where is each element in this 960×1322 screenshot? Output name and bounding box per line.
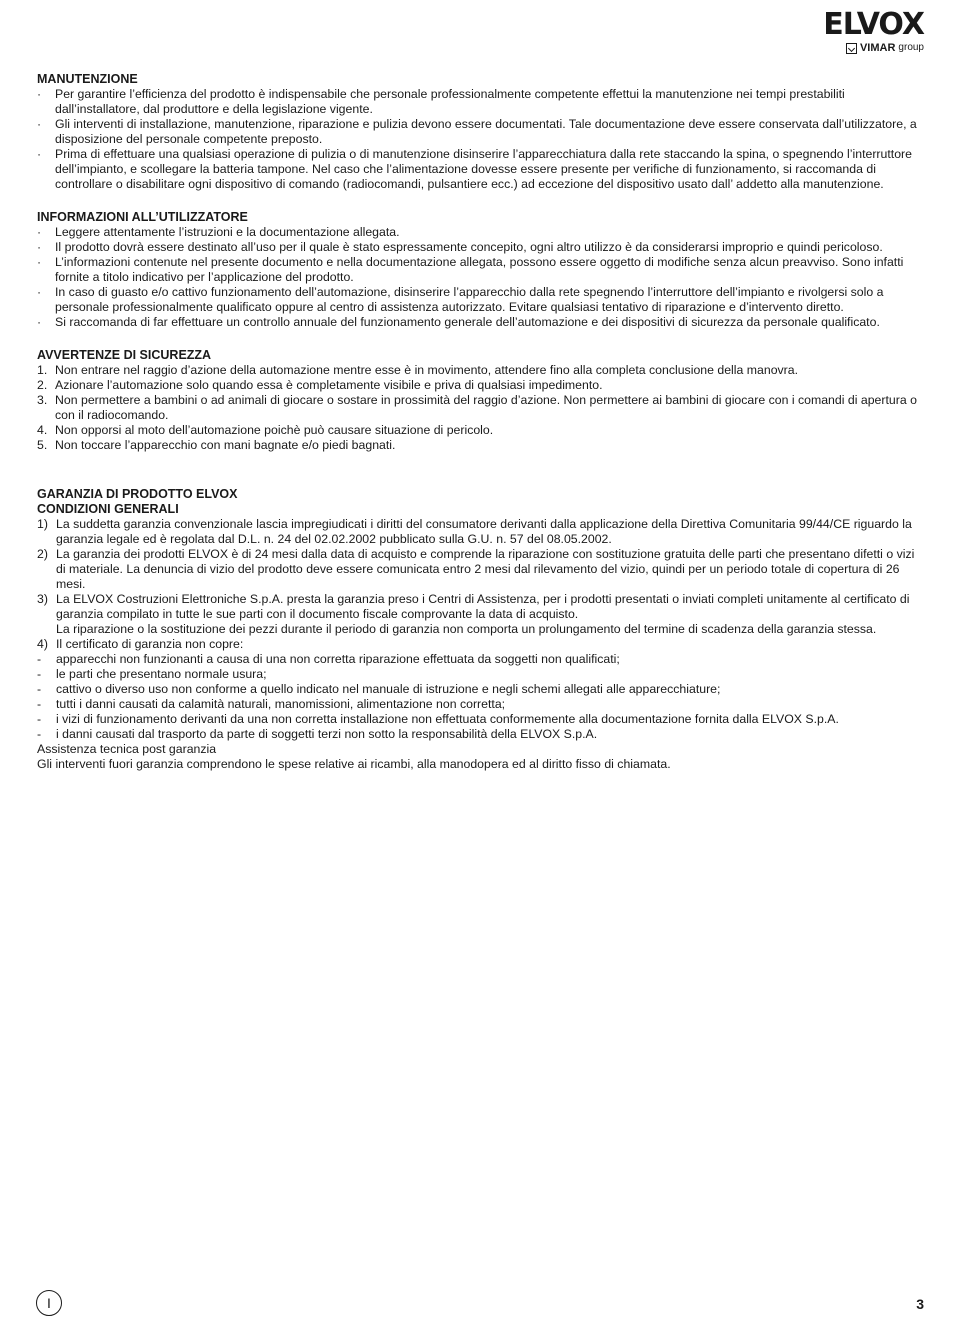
- list-item: [37, 363, 925, 378]
- item-number: 3.: [37, 393, 48, 407]
- list-item: [37, 438, 925, 453]
- exclusions-list: [37, 652, 925, 742]
- list-item: - apparecchi non funzionanti a causa di una non corretta riparazione effettuata da soggetti non qualificati;: [37, 652, 925, 667]
- list-item: - le parti che presentano normale usura;: [37, 667, 925, 682]
- list-item: - i danni causati dal trasporto da parte di soggetti terzi non sotto la responsabilità della ELVOX S.p.A.: [37, 727, 925, 742]
- list-item: - i vizi di funzionamento derivanti da una non corretta installazione non effettuata conformemente alla documentazione fornita dalla ELVOX S.p.A.: [37, 712, 925, 727]
- item-text: Non entrare nel raggio d’azione della automazione mentre esse è in movimento, attendere fino alla completa conclusione della manovra.: [55, 363, 799, 377]
- item-number: 2): [37, 547, 48, 561]
- list-item: [37, 517, 925, 547]
- vimar-logo-icon: [846, 43, 857, 54]
- bullet-list: [37, 87, 925, 192]
- item-number: 4.: [37, 423, 48, 437]
- item-number: 1.: [37, 363, 48, 377]
- page-number: 3: [916, 1296, 924, 1312]
- list-item: [37, 423, 925, 438]
- vimar-brand: VIMAR: [859, 42, 896, 54]
- item-text: La garanzia dei prodotti ELVOX è di 24 mesi dalla data di acquisto e comprende la riparazione con sostituzione gratuita delle parti che presentano difetti o vizi di materiale. La denuncia di vizio del prodotto deve essere comunicata entro 2 mesi dal rilevamento del vizio, quindi per un periodo totale di copertura di 26 mesi.: [56, 547, 915, 591]
- list-item: · Leggere attentamente l’istruzioni e la documentazione allegata.: [37, 225, 925, 240]
- section-subtitle: CONDIZIONI GENERALI: [37, 502, 179, 516]
- language-badge: I: [36, 1290, 62, 1316]
- post-warranty-text: Gli interventi fuori garanzia comprendono le spese relative ai ricambi, alla manodopera ed al diritto fisso di chiamata.: [37, 757, 671, 771]
- section-avvertenze: [37, 348, 925, 453]
- list-item: · Il prodotto dovrà essere destinato all’uso per il quale è stato espressamente concepito, ogni altro utilizzo è da considerarsi improprio e quindi pericoloso.: [37, 240, 925, 255]
- section-garanzia: [37, 487, 925, 772]
- list-item: [37, 637, 925, 652]
- list-item: [37, 547, 925, 592]
- section-title: INFORMAZIONI ALL’UTILIZZATORE: [37, 210, 248, 224]
- item-number: 2.: [37, 378, 48, 392]
- list-item: [37, 393, 925, 423]
- section-title: GARANZIA DI PRODOTTO ELVOX: [37, 487, 238, 501]
- section-title: MANUTENZIONE: [37, 72, 138, 86]
- list-item: - tutti i danni causati da calamità naturali, manomissioni, alimentazione non corretta;: [37, 697, 925, 712]
- list-item: · Per garantire l’efficienza del prodotto è indispensabile che personale professionalmente competente effettui la manutenzione nei tempi prestabiliti dall’installatore, dal produttore e della legislazione vigente.: [37, 87, 925, 117]
- item-text: Il certificato di garanzia non copre:: [56, 637, 244, 651]
- bullet-list: [37, 225, 925, 330]
- post-warranty-title: Assistenza tecnica post garanzia: [37, 742, 217, 756]
- group-label: group: [898, 42, 924, 53]
- logo-wordmark: ELVOX: [823, 7, 924, 42]
- item-text: Non permettere a bambini o ad animali di giocare o sostare in prossimità del raggio d’azione. Non permettere ai bambini di giocare con i comandi di apertura o con il radiocomando.: [55, 393, 917, 422]
- list-item: · Prima di effettuare una qualsiasi operazione di pulizia o di manutenzione disinserire l’apparecchiatura dalla rete staccando la spina, o spegnendo l’interruttore dell’impianto, e scollegare la batteria tampone. Nel caso che l’alimentazione dovesse essere presente per verifiche di funzionamento, si raccomanda di controllare o disabilitare ogni dispositivo di comando (radiocomandi, pulsantiere ecc.) ad eccezione del dispositivo usato dall’ addetto alla manutenzione.: [37, 147, 925, 192]
- list-item: · In caso di guasto e/o cattivo funzionamento dell’automazione, disinserire l’apparecchio dalla rete spegnendo l’interruttore dell’impianto e rivolgersi solo a personale professionalmente qualificato oppure al centro di assistenza autorizzato. Evitare qualsiasi tentativo di riparazione e d’intervento diretto.: [37, 285, 925, 315]
- list-item: · Gli interventi di installazione, manutenzione, riparazione e pulizia devono essere documentati. Tale documentazione deve essere conservata dall’utilizzatore, a disposizione del personale competente preposto.: [37, 117, 925, 147]
- item-text: La riparazione o la sostituzione dei pezzi durante il periodo di garanzia non comporta un prolungamento del termine di scadenza della garanzia stessa.: [56, 622, 877, 636]
- list-item: [37, 592, 925, 637]
- list-item: - cattivo o diverso uso non conforme a quello indicato nel manuale di istruzione e negli schemi allegati alle apparecchiature;: [37, 682, 925, 697]
- section-manutenzione: [37, 72, 925, 192]
- vimar-group-tag: [846, 42, 924, 54]
- item-text: Azionare l’automazione solo quando essa è completamente visibile e priva di qualsiasi impedimento.: [55, 378, 603, 392]
- main-content: [37, 72, 925, 772]
- item-text: Non opporsi al moto dell’automazione poichè può causare situazione di pericolo.: [55, 423, 494, 437]
- elvox-logo: [812, 7, 924, 56]
- list-item: · Si raccomanda di far effettuare un controllo annuale del funzionamento generale dell’automazione e dei dispositivi di sicurezza da personale qualificato.: [37, 315, 925, 330]
- section-title: AVVERTENZE DI SICUREZZA: [37, 348, 212, 362]
- list-item: [37, 378, 925, 393]
- item-number: 5.: [37, 438, 48, 452]
- numbered-list: [37, 517, 925, 652]
- item-text: Non toccare l’apparecchio con mani bagnate e/o piedi bagnati.: [55, 438, 396, 452]
- item-number: 4): [37, 637, 48, 651]
- numbered-list: [37, 363, 925, 453]
- item-text: La suddetta garanzia convenzionale lascia impregiudicati i diritti del consumatore derivanti dalla applicazione della Direttiva Comunitaria 99/44/CE riguardo la garanzia legale ed è regolata dal D.L. n. 24 del 02.02.2002 pubblicato sulla G.U. n. 57 del 08.05.2002.: [56, 517, 912, 546]
- item-text: La ELVOX Costruzioni Elettroniche S.p.A. presta la garanzia preso i Centri di Assistenza, per i prodotti presentati o inviati completi unitamente al certificato di garanzia compilato in tutte le sue parti con il documento fiscale comprovante la data di acquisto.: [56, 592, 910, 621]
- list-item: · L’informazioni contenute nel presente documento e nella documentazione allegata, possono essere oggetto di modifiche senza alcun preavviso. Sono infatti fornite a titolo indicativo per l’applicazione del prodotto.: [37, 255, 925, 285]
- section-informazioni: [37, 210, 925, 330]
- item-number: 3): [37, 592, 48, 606]
- item-number: 1): [37, 517, 48, 531]
